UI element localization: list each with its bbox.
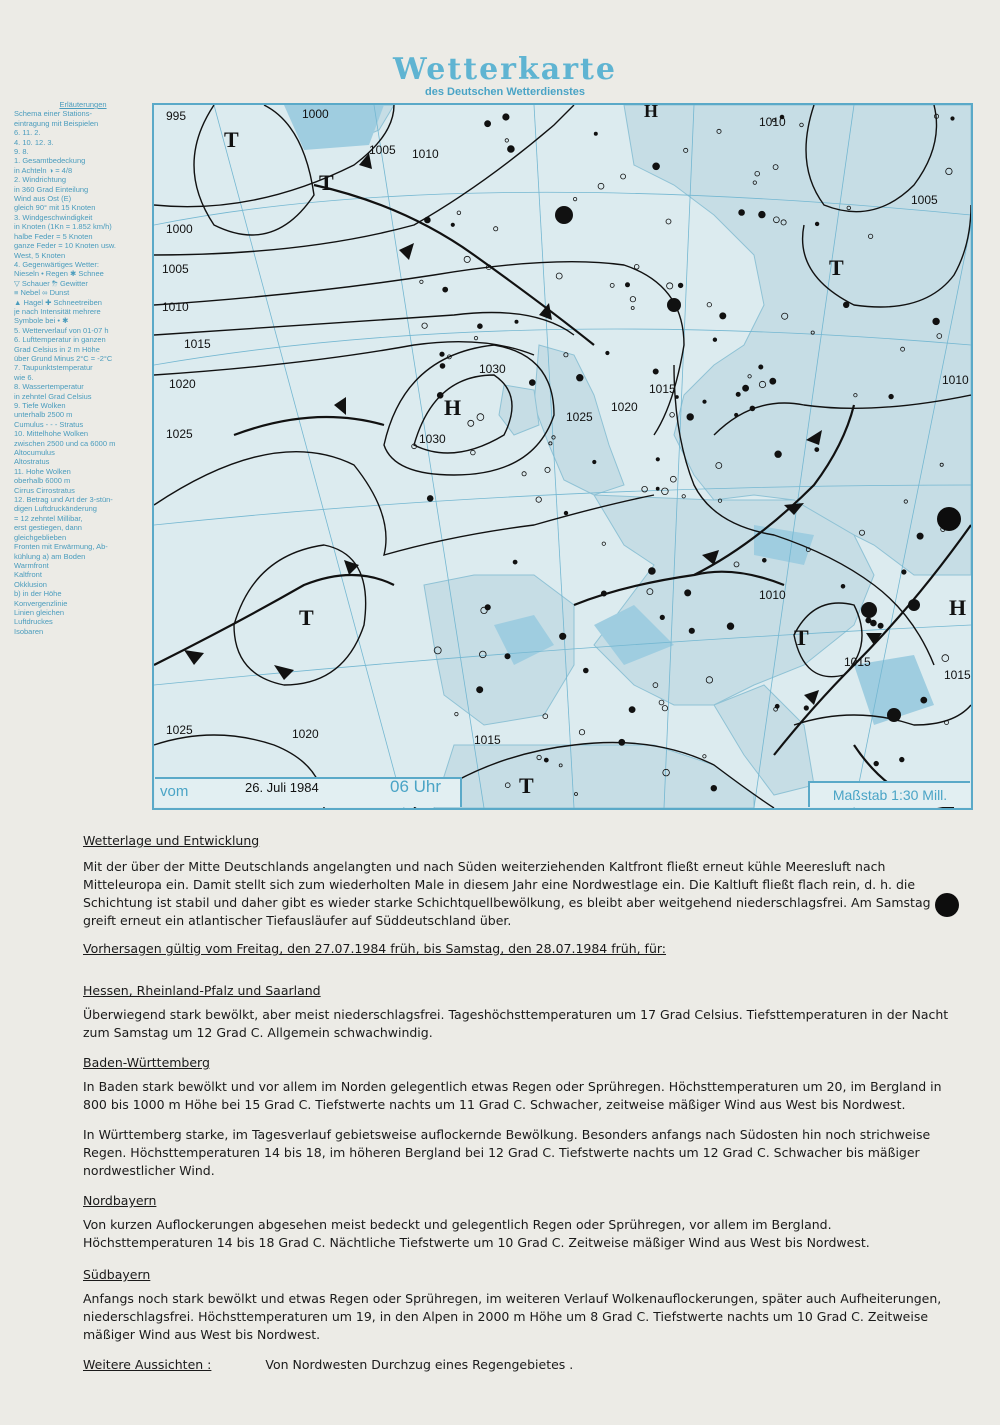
region-nordbayern [83,1192,953,1252]
station-marker [598,183,604,189]
station-marker [451,223,454,226]
legend-item: ▲ Hagel ✚ Schneetreiben [14,297,102,307]
station-marker [508,146,515,153]
heading-situation: Wetterlage und Entwicklung [83,833,260,848]
station-marker [505,654,510,659]
legend-item: 4. 10. 12. 3. [14,137,54,147]
legend-item: wie 6. [14,372,34,382]
station-marker [649,568,656,575]
station-marker [468,420,474,426]
station-marker [457,211,461,215]
station-marker [593,460,596,463]
ireland-land [499,385,539,435]
station-marker [685,590,691,596]
region-heading-suedbayern: Südbayern [83,1267,151,1282]
isobar-label: 995 [166,109,187,123]
station-marker [621,174,626,179]
isobar-label: 1015 [474,733,501,747]
station-marker [471,450,476,455]
punch-hole-top [937,507,961,531]
station-marker [477,687,483,693]
station-marker [689,628,694,633]
legend-item: Warmfront [14,560,49,570]
legend-item: 3. Windgeschwindigkeit [14,212,93,222]
station-marker [440,352,444,356]
legend-item: Nieseln • Regen ✱ Schnee [14,269,104,279]
high-pressure-center-1: H [444,395,462,420]
legend-item: ▽ Schauer ⛈ Gewitter [14,278,88,288]
station-marker [485,121,491,127]
station-marker [889,394,894,399]
legend-item: Linien gleichen [14,607,65,617]
station-marker [759,365,763,369]
station-marker [610,283,614,287]
legend-item: 8. Wassertemperatur [14,382,84,392]
station-marker [902,570,906,574]
legend-item: Wind aus Ost (E) [14,194,72,204]
station-marker [670,413,675,418]
station-marker [942,655,949,662]
station-marker [667,283,673,289]
station-marker [720,313,726,319]
station-marker [743,385,749,391]
iberia-land [424,575,574,725]
station-marker [727,623,734,630]
station-marker [670,476,676,482]
map-title: Wetterkarte [393,52,617,87]
station-marker [660,615,664,619]
legend-item: halbe Feder = 5 Knoten [14,231,93,241]
station-marker [536,497,541,502]
station-marker [420,280,423,283]
isobar-label: 1005 [369,143,396,157]
legend-item: in Knoten (1Kn = 1.852 km/h) [14,222,112,232]
station-marker [443,287,448,292]
isobar-label: 1025 [166,427,193,441]
legend-item: 12. Betrag und Art der 3-stün- [14,495,113,505]
legend-panel [14,100,152,790]
station-marker [656,458,659,461]
legend-item: Kaltfront [14,570,42,580]
station-marker [543,714,548,719]
legend-item: Altostratus [14,457,50,467]
station-marker [629,707,635,713]
outlook-label: Weitere Aussichten : [83,1357,212,1372]
legend-item: 9. 8. [14,147,29,157]
station-marker [631,307,634,310]
isobar-label: 1015 [649,382,676,396]
isobar-label: 1030 [479,362,506,376]
legend-item: 6. Lufttemperatur in ganzen [14,335,106,345]
isobar-label: 1025 [566,410,593,424]
central-europe-land [594,495,874,705]
station-marker [513,560,517,564]
isobar-label: 1020 [169,377,196,391]
station-marker [735,413,738,416]
legend-item: kühlung a) am Boden [14,551,86,561]
low-pressure-center-4: T [794,625,809,650]
forecast-heading-block [83,940,953,958]
legend-item: West, 5 Knoten [14,250,66,260]
station-marker [634,265,639,270]
station-marker [455,712,458,715]
high-pressure-center-2: H [949,595,967,620]
legend-item: 5. Wetterverlauf von 01-07 h [14,325,109,335]
station-marker [662,488,669,495]
map-scale: Maßstab 1:30 Mill. [808,781,970,807]
isobar-label: 1030 [419,432,446,446]
legend-heading: Erläuterungen [59,100,107,109]
station-marker [770,378,776,384]
legend-item: Schema einer Stations- [14,109,92,119]
legend-item: unterhalb 2500 m [14,410,73,420]
isobar-label: 1015 [184,337,211,351]
isobar-label: 1020 [611,400,638,414]
region-heading-hessen: Hessen, Rheinland-Pfalz und Saarland [83,983,321,998]
report-section-situation [83,832,953,930]
station-marker [630,297,635,302]
isobar-label: 1010 [412,147,439,161]
station-marker [682,495,685,498]
station-marker [522,472,526,476]
station-marker [427,496,433,502]
isobar-label: 1015 [944,668,971,682]
station-marker [815,222,819,226]
legend-item: in zehntel Grad Celsius [14,391,92,401]
region-baden-wuerttemberg [83,1054,953,1180]
region-heading-nordbayern: Nordbayern [83,1193,157,1208]
outlook-block [83,1356,953,1374]
station-marker [544,758,548,762]
isobar-label: 1015 [844,655,871,669]
legend-item: 9. Tiefe Wolken [14,401,66,410]
region-text-bw-baden: In Baden stark bewölkt und vor allem im Norden gelegentlich etwas Regen oder Sprühregen. Höchsttemperaturen um 20, im Bergland in 800 bis 1000 m Höhe bei 15 Grad C. Tiefstwerte nachts um 11 Grad C. Schwacher, zeitweise mäßiger Wind aus West bis Nordwest. [83,1079,942,1112]
station-marker [874,761,879,766]
map-drawing [154,105,971,808]
legend-item: 2. Windrichtung [14,175,67,185]
isobar-label: 1010 [759,115,786,129]
legend-item: digen Luftdruckänderung [14,504,97,514]
station-marker [713,338,717,342]
station-marker [503,114,509,120]
legend-item: je nach Intensität mehrere [14,306,101,316]
isobar-label: 1000 [166,222,193,236]
high-pressure-center-3: H [644,103,659,121]
station-marker [625,283,629,287]
legend-item: über Grund Minus 2°C = -2°C [14,353,113,363]
legend-item: ≡ Nebel ∞ Dunst [14,288,70,298]
station-marker [703,400,706,403]
station-marker [505,139,508,142]
station-marker [736,392,740,396]
isobar-label: 1010 [759,588,786,602]
station-marker [739,210,745,216]
legend-item: Cumulus - - - Stratus [14,419,84,429]
station-marker [762,558,766,562]
station-marker [707,303,711,307]
region-text-nordbayern: Von kurzen Auflockerungen abgesehen meist bedeckt und gelegentlich Regen oder Sprühregen, vor allem im Bergland. Höchsttemperaturen 14 bis 18 Grad C. Nächtliche Tiefstwerte um 10 Grad C. Zeitweise mäßiger Wind aus West bis Nordwest. [83,1217,870,1250]
legend-item: Altocumulus [14,448,55,458]
legend-item: eintragung mit Beispielen [14,118,99,128]
legend-item: gleich 90° mit 15 Knoten [14,203,96,213]
station-marker [900,757,905,762]
isobar-label: 1005 [162,262,189,276]
isobar-label: 1005 [911,193,938,207]
legend-item: b) in der Höhe [14,589,62,599]
station-marker [485,605,490,610]
legend-item: Luftdruckes [14,617,53,627]
station-marker [841,584,845,588]
legend-item: Grad Celsius in 2 m Höhe [14,344,100,354]
station-marker [437,392,443,398]
legend-item: Konvergenzlinie [14,598,68,608]
station-marker [917,533,923,539]
station-marker [656,487,659,490]
station-marker [619,739,625,745]
station-marker [601,591,606,596]
station-marker [759,211,766,218]
station-marker [474,336,477,339]
legend-item: 7. Taupunktstemperatur [14,363,93,373]
station-marker [921,697,927,703]
paragraph-situation: Mit der über der Mitte Deutschlands angelangten und nach Süden weiterziehenden Kaltfront fließt erneut kühle Meeresluft nach Mitteleuropa ein. Damit stellt sich zum wiederholten Male in diesem Jahr eine Nordwestlage ein. Die Kaltluft fließt flach rein, d. h. die Schichtung ist stabil und daher gibt es wieder starke Schichtquellbewölkung, es bleibt aber weitgehend niederschlagsfrei. Am Samstag greift erneut ein atlantischer Tiefausläufer auf Süddeutschland über. [83,859,931,928]
north-africa-land [434,745,754,808]
station-marker [422,323,427,328]
legend-item: Cirrus Cirrostratus [14,485,75,495]
isobar-label: 1020 [292,727,319,741]
station-marker [594,132,597,135]
legend-item: Isobaren [14,626,44,636]
forecast-validity-heading: Vorhersagen gültig vom Freitag, den 27.07.1984 früh, bis Samstag, den 28.07.1984 früh, für: [83,941,667,956]
station-marker [678,283,683,288]
station-marker [878,623,883,628]
station-marker [662,706,667,711]
legend-item: in 360 Grad Einteilung [14,184,89,194]
station-marker [425,217,431,223]
legend-item: 4. Gegenwärtiges Wetter: [14,259,99,269]
region-text-suedbayern: Anfangs noch stark bewölkt und etwas Regen oder Sprühregen, im weiteren Verlauf Wolkenauflockerungen, später auch Aufheiterungen, niederschlagsfrei. Höchsttemperaturen um 19, in den Alpen in 2000 m Höhe um 8 Grad C. Tiefstwerte nachts um 10 Grad C. Zeitweise mäßiger Wind aus West bis Nordwest. [83,1291,942,1342]
station-marker [843,302,849,308]
station-marker [579,730,584,735]
low-pressure-center-1: T [224,127,239,152]
region-heading-bw: Baden-Württemberg [83,1055,210,1070]
station-marker [659,700,664,705]
isobar-label: 1000 [302,107,329,121]
legend-item: ganze Feder = 10 Knoten usw. [14,241,116,251]
region-text-hessen: Überwiegend stark bewölkt, aber meist niederschlagsfrei. Tageshöchsttemperaturen um 17 Grad Celsius. Tiefsttemperaturen in der Nacht zum Samstag um 12 Grad C. Allgemein schwachwindig. [83,1007,949,1040]
station-marker [477,414,484,421]
legend-item: gleichgeblieben [14,532,67,542]
weather-map [152,103,973,810]
station-marker [564,511,568,515]
legend-item: 6. 11. 2. [14,128,41,138]
region-hessen [83,982,953,1042]
legend-item: 11. Hohe Wolken [14,466,71,476]
station-marker [577,374,584,381]
legend-items [14,109,152,636]
map-footer-vom: vom [160,783,189,800]
legend-item: = 12 zehntel Millibar, [14,513,83,523]
legend-item: in Achteln ◑ = 4/8 [14,165,73,175]
map-subtitle: des Deutschen Wetterdienstes [425,86,585,98]
station-marker [464,256,470,262]
station-marker [933,318,940,325]
station-marker [583,668,588,673]
station-marker [440,364,445,369]
isobar-label: 1025 [166,723,193,737]
station-marker [703,755,706,758]
station-marker [560,633,566,639]
station-marker [871,620,877,626]
station-marker [606,351,609,354]
station-marker [602,542,605,545]
legend-item: Symbole bei • ✱ [14,316,69,326]
station-marker [573,197,576,200]
station-marker [515,320,518,323]
legend-item: 10. Mittelhohe Wolken [14,429,89,439]
legend-item: zwischen 2500 und ca 6000 m [14,438,116,448]
low-pressure-center-3: T [299,605,314,630]
station-marker [750,406,755,411]
station-marker [494,227,498,231]
legend-item: Fronten mit Erwärmung, Ab- [14,542,108,552]
station-marker [653,369,658,374]
map-footer-date: 26. Juli 1984 [245,780,319,795]
region-suedbayern [83,1266,953,1344]
isobar-label: 1010 [942,373,969,387]
low-pressure-center-2: T [319,170,334,195]
station-marker [556,273,562,279]
station-marker [711,785,717,791]
station-marker [804,706,808,710]
legend-item: oberhalb 6000 m [14,476,71,486]
isobar-label: 1010 [162,300,189,314]
low-pressure-center-6: T [519,773,534,798]
station-marker [775,451,782,458]
map-footer-time: 06 Uhr [390,777,442,796]
low-pressure-center-5: T [829,255,844,280]
outlook-text: Von Nordwesten Durchzug eines Regengebietes . [265,1357,574,1372]
station-marker [951,117,954,120]
legend-item: Okklusion [14,579,47,589]
station-marker [687,414,694,421]
legend-item: 1. Gesamtbedeckung [14,156,86,166]
station-marker [815,448,819,452]
station-marker [545,467,550,472]
legend-item: erst gestiegen, dann [14,523,82,533]
station-marker [666,219,671,224]
region-text-bw-wuerttemberg: In Württemberg starke, im Tagesverlauf gebietsweise auflockernde Bewölkung. Besonders anfangs nach Südosten hin noch strichweise Regen. Höchsttemperaturen 14 bis 18, im höheren Bergland bei 12 Grad C. Tiefstwerte nachts um 12 Grad C. Schwacher bis mäßiger nordwestlicher Wind. [83,1127,931,1178]
station-marker [653,163,660,170]
station-marker [478,324,483,329]
station-marker [529,380,535,386]
